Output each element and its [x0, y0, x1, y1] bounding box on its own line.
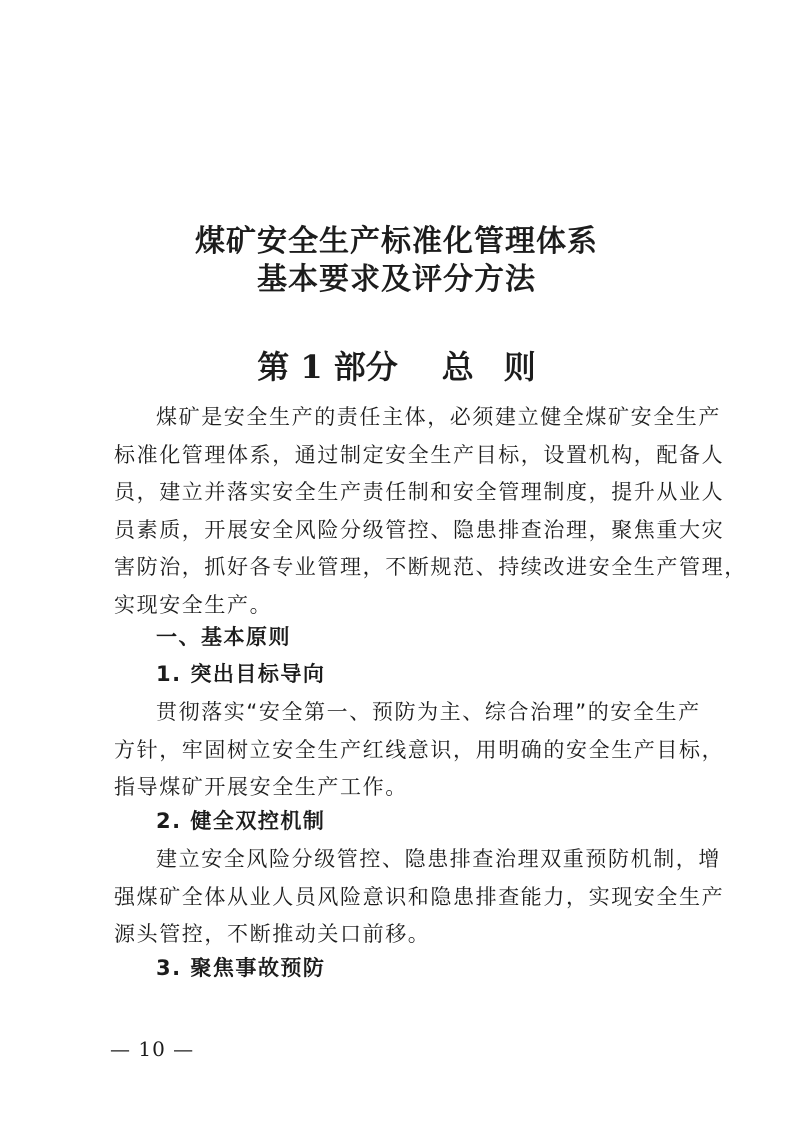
- item-heading-2: 2. 健全双控机制: [156, 809, 326, 833]
- paragraph-line: 煤矿是安全生产的责任主体，必须建立健全煤矿安全生产: [156, 405, 721, 429]
- item-1-paragraph: [114, 694, 725, 807]
- part-name-char-2: 则: [503, 348, 536, 386]
- paragraph-line: 建立安全风险分级管控、隐患排查治理双重预防机制，增: [156, 847, 721, 871]
- paragraph-line: 源头管控，不断推动关口前移。: [114, 922, 431, 946]
- document-title-line-1: 煤矿安全生产标准化管理体系: [195, 224, 598, 259]
- intro-paragraph: [114, 399, 747, 624]
- part-name-char-1: 总: [441, 348, 474, 386]
- paragraph-line: 害防治，抓好各专业管理，不断规范、持续改进安全生产管理，: [114, 555, 747, 579]
- part-heading: [0, 347, 793, 387]
- paragraph-line: 员素质，开展安全风险分级管控、隐患排查治理，聚焦重大灾: [114, 517, 725, 542]
- document-title-line-2: 基本要求及评分方法: [257, 262, 536, 297]
- paragraph-line: 员，建立并落实安全生产责任制和安全管理制度，提升从业人: [114, 480, 725, 504]
- item-2-paragraph: [114, 841, 725, 954]
- item-heading-1: 1. 突出目标导向: [156, 662, 326, 686]
- paragraph-line: 方针，牢固树立安全生产红线意识，用明确的安全生产目标，: [114, 737, 725, 762]
- item-heading-3: 3. 聚焦事故预防: [156, 956, 326, 980]
- part-number: 第 1 部分: [257, 348, 398, 386]
- section-heading: 一、基本原则: [156, 625, 291, 649]
- page-number: — 10 —: [110, 1037, 195, 1061]
- paragraph-line: 贯彻落实“安全第一、预防为主、综合治理”的安全生产: [156, 700, 701, 724]
- paragraph-line: 标准化管理体系，通过制定安全生产目标，设置机构，配备人: [114, 442, 725, 467]
- paragraph-line: 实现安全生产。: [114, 592, 273, 617]
- paragraph-line: 指导煤矿开展安全生产工作。: [114, 775, 408, 799]
- paragraph-line: 强煤矿全体从业人员风险意识和隐患排查能力，实现安全生产: [114, 884, 725, 909]
